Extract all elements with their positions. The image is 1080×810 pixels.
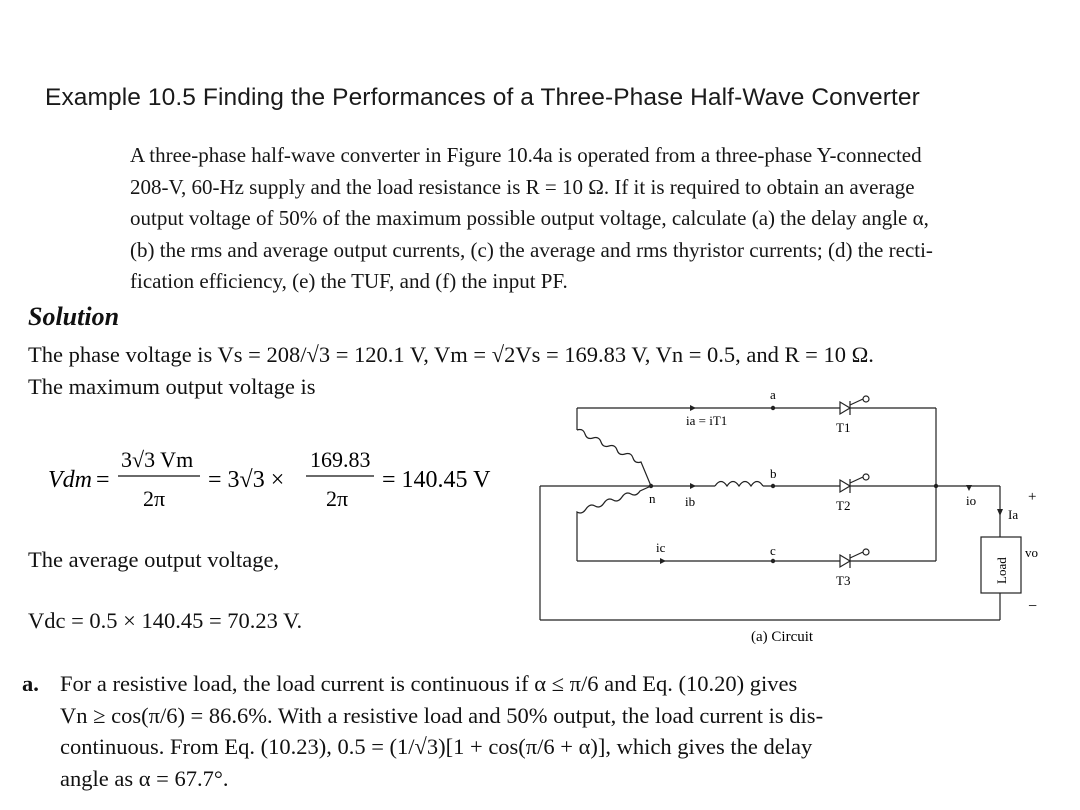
eq-frac2-den: 2π (326, 486, 349, 511)
load-current-label: Ia (1008, 507, 1019, 522)
minus-sign: − (1028, 598, 1038, 615)
node-b-dot (771, 484, 775, 488)
output-voltage-label: vo (1025, 545, 1038, 560)
thyristor-t1-icon (840, 396, 875, 415)
part-a-marker: a. (22, 671, 39, 696)
eq-equals: = (96, 467, 110, 493)
problem-line: (b) the rms and average output currents, (c) the average and rms thyristor currents; (d) the recti- (130, 237, 933, 262)
current-ic-label: ic (656, 540, 666, 555)
load-label: Load (994, 557, 1009, 584)
thyristor-t3-label: T3 (836, 573, 851, 588)
current-ia-label: ia = iT1 (686, 413, 728, 428)
problem-statement (130, 140, 933, 298)
example-title: Example 10.5 Finding the Performances of a Three-Phase Half-Wave Converter (45, 84, 920, 111)
problem-line: output voltage of 50% of the maximum possible output voltage, calculate (a) the delay angle α, (130, 206, 929, 230)
problem-line: A three-phase half-wave converter in Figure 10.4a is operated from a three-phase Y-connected (130, 143, 922, 167)
part-a-line: Vn ≥ cos(π/6) = 86.6%. With a resistive load and 50% output, the load current is dis- (60, 702, 824, 728)
thyristor-t1-label: T1 (836, 420, 851, 435)
vdm-equation (0, 440, 520, 520)
junction-dot (934, 484, 938, 488)
thyristor-t3-icon (840, 549, 875, 568)
thyristor-t2-icon (840, 474, 875, 493)
eq-frac2-num: 169.83 (310, 447, 371, 472)
output-current-label: io (966, 493, 977, 508)
node-a-dot (771, 406, 775, 410)
arrow-io-icon (966, 485, 972, 491)
plus-sign: + (1028, 489, 1037, 505)
thyristor-t2-label: T2 (836, 498, 851, 513)
solution-line: The phase voltage is Vs = 208/√3 = 120.1 V, Vm = √2Vs = 169.83 V, Vn = 0.5, and R = 10 Ω. (28, 342, 874, 367)
problem-line: fication efficiency, (e) the TUF, and (f) the input PF. (130, 269, 568, 293)
eq-frac1-num: 3√3 Vm (121, 447, 194, 472)
current-ib-label: ib (685, 494, 696, 509)
part-a-line: continuous. From Eq. (10.23), 0.5 = (1/√3)[1 + cos(π/6 + α)], which gives the delay (60, 734, 813, 759)
arrow-ia-load-icon (997, 509, 1003, 516)
arrow-ia-icon (690, 405, 696, 411)
eq-lhs: Vdm (48, 467, 92, 493)
eq-frac1-den: 2π (143, 486, 166, 511)
node-b-label: b (770, 466, 777, 481)
node-c-dot (771, 559, 775, 563)
arrow-ic-icon (660, 558, 666, 564)
circuit-caption: (a) Circuit (751, 629, 814, 645)
arrow-ib-icon (690, 483, 696, 489)
node-n-label: n (649, 491, 656, 506)
eq-result: = 140.45 V (382, 467, 491, 493)
vdc-line: Vdc = 0.5 × 140.45 = 70.23 V. (28, 608, 303, 633)
solution-line: The maximum output voltage is (28, 374, 316, 399)
problem-line: 208-V, 60-Hz supply and the load resistance is R = 10 Ω. If it is required to obtain an average (130, 174, 915, 199)
circuit-diagram (530, 385, 1070, 650)
eq-mid: = 3√3 × (208, 467, 285, 493)
node-n-dot (649, 484, 653, 488)
part-a-line: For a resistive load, the load current is continuous if α ≤ π/6 and Eq. (10.20) gives (60, 671, 798, 696)
node-a-label: a (770, 387, 776, 402)
solution-heading: Solution (28, 302, 120, 331)
avg-voltage-label: The average output voltage, (28, 547, 280, 572)
node-c-label: c (770, 543, 776, 558)
part-a-line: angle as α = 67.7°. (60, 765, 229, 791)
